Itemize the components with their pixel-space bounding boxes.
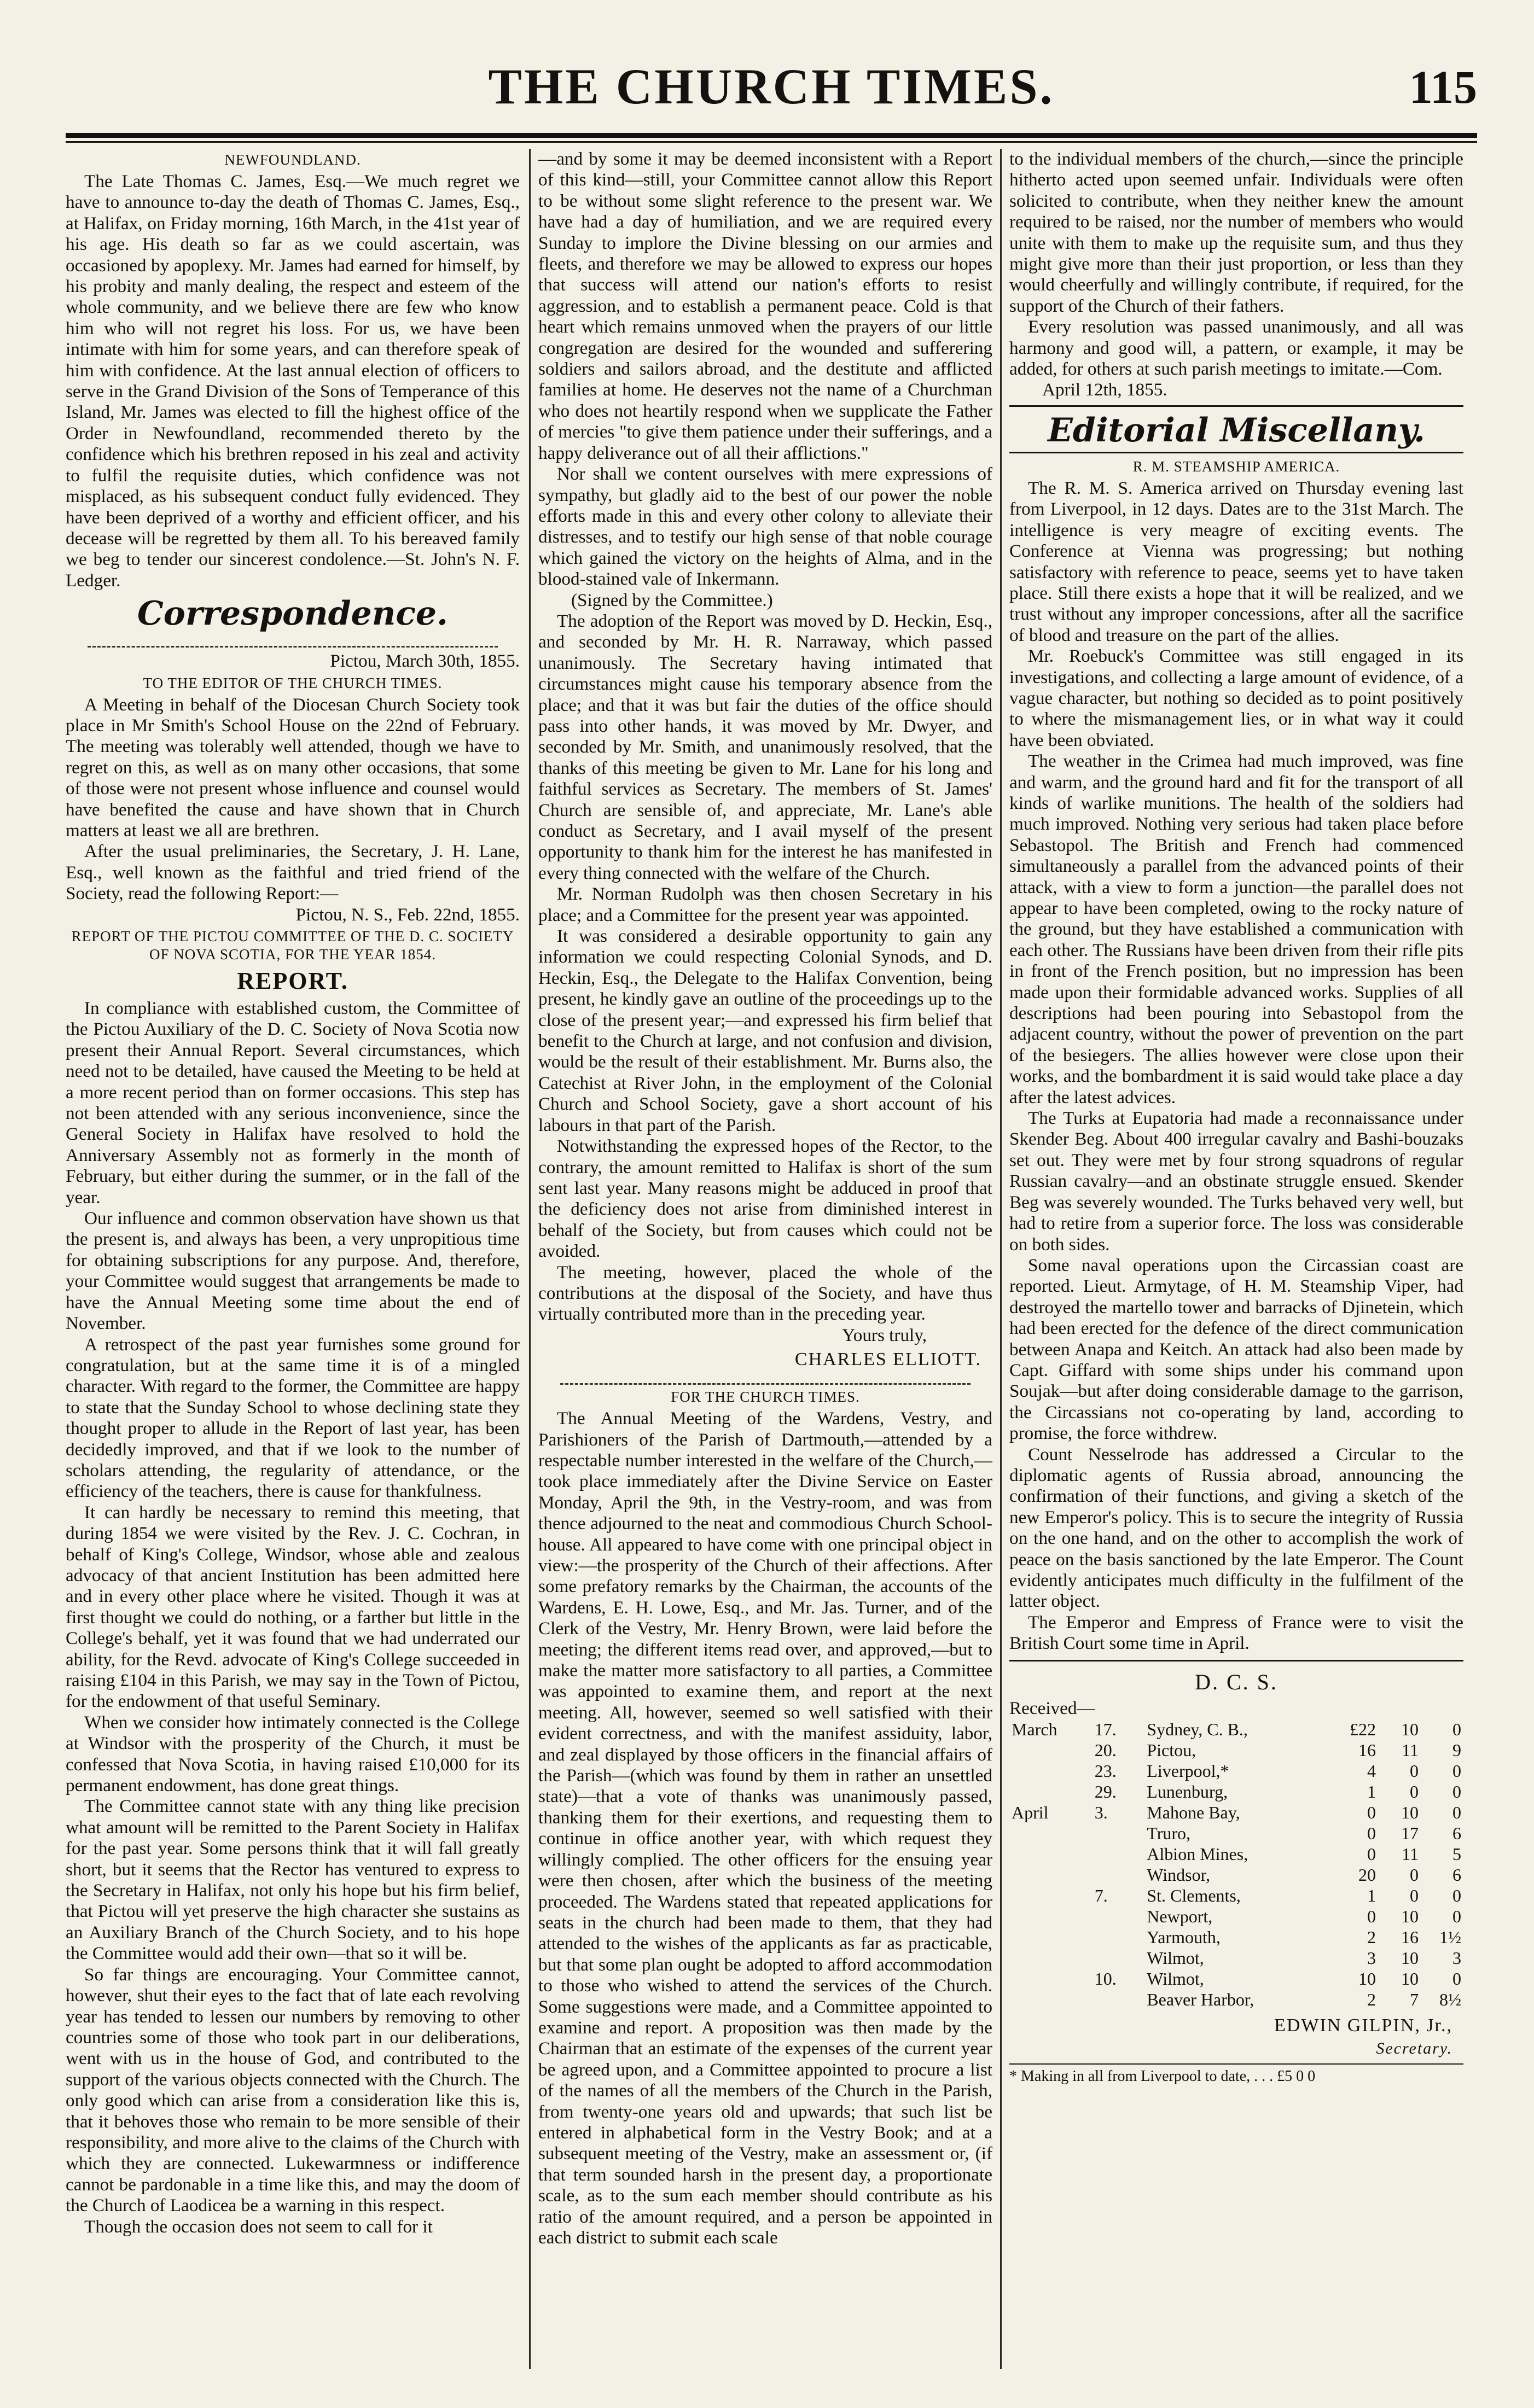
- receipt-place: Albion Mines,: [1147, 1844, 1248, 1864]
- receipt-pence: 0: [1452, 1719, 1461, 1740]
- obituary-paragraph: The Late Thomas C. James, Esq.—We much regret we have to announce to-day the death of Thomas C. James, Esq., at Halifax, on Friday morning, 16th March, in the 41st year of his age. His death so far as we could ascertain, was occasioned by apoplexy. Mr. James had earned for himself, by his probity and manly dealing, the respect and esteem of the whole community, and we believe there are few who know him who will not regret his loss. For us, we have been intimate with him for some years, and can therefore speak of him with confidence. At the last annual election of officers to serve in the Grand Division of the Sons of Temperance of this Island, Mr. James was elected to fill the highest office of the Order in Newfoundland, recommended thereto by the confidence which his brethren reposed in his zeal and activity to fulfil the requisite duties, which confidence was not misplaced, as his subsequent conduct fully evidenced. They have been deprived of a worthy and efficient officer, and his decease will be regretted by them all. To his bereaved family we beg to tender our sincerest condolence.—St. John's N. F. Ledger.: [66, 171, 520, 591]
- receipt-pounds: 4: [1367, 1761, 1376, 1781]
- column-2: [538, 149, 992, 2369]
- receipt-shillings: 10: [1401, 1719, 1419, 1740]
- receipt-month: [1009, 1906, 1093, 1927]
- receipt-pounds: 0: [1367, 1823, 1376, 1844]
- receipt-row: [1009, 1740, 1463, 1760]
- receipt-pence: 8½: [1439, 1990, 1461, 2010]
- article-paragraph: Notwithstanding the expressed hopes of the Rector, to the contrary, the amount remitted to Halifax is short of the sum sent last year. Many reasons might be adduced in proof that the deficiency does not arise from diminished interest in behalf of the Society, but from causes which could not be avoided.: [538, 1136, 992, 1262]
- receipt-day: [1093, 1823, 1136, 1844]
- receipt-month: [1009, 1927, 1093, 1948]
- receipt-month: March: [1012, 1719, 1057, 1740]
- article-paragraph: —and by some it may be deemed inconsistent with a Report of this kind—still, your Committee cannot allow this Report to be without some slight reference to the present war. We have had a day of humiliation, and we are required every Sunday to implore the Divine blessing on our armies and fleets, and therefore we may be allowed to express our hopes that success will attend our nation's efforts to resist aggression, and to establish a permanent peace. Cold is that heart which remains unmoved when the prayers of our little congregation are desired for the wounded and sufferering soldiers and sailors abroad, and the destitute and afflicted families at home. He deserves not the name of a Churchman who does not heartily respond when we supplicate the Father of mercies "to give them patience under their sufferings, and a happy deliverance out of all their afflictions.": [538, 149, 992, 463]
- for-church-times-heading: FOR THE CHURCH TIMES.: [671, 1389, 860, 1406]
- secretary-title: Secretary.: [1376, 2039, 1452, 2058]
- receipt-month: [1009, 1864, 1093, 1885]
- receipt-pounds: 0: [1367, 1803, 1376, 1823]
- receipt-month: [1009, 1948, 1093, 1968]
- receipt-pence: 1½: [1439, 1927, 1461, 1948]
- article-paragraph: A retrospect of the past year furnishes some ground for congratulation, but at the same time it is of a mingled character. With regard to the former, the Committee are happy to state that the Sunday School to whose declining state they thought proper to allude in the Report of last year, has been decidedly improved, and that if we look to the number of scholars attending, the regularity of attendance, or the efficiency of the teachers, there is cause for thankfulness.: [66, 1334, 520, 1502]
- column-1: [66, 149, 520, 2369]
- closing-line: Yours truly,: [842, 1325, 927, 1345]
- receipt-place: Sydney, C. B.,: [1147, 1719, 1248, 1740]
- receipt-row: [1009, 1802, 1463, 1823]
- receipt-pounds: 10: [1358, 1969, 1376, 1989]
- newspaper-title: THE CHURCH TIMES.: [488, 59, 1055, 114]
- masthead: [66, 52, 1477, 145]
- receipt-shillings: 7: [1410, 1990, 1419, 2010]
- receipt-shillings: 10: [1401, 1969, 1419, 1989]
- receipt-pence: 6: [1452, 1865, 1461, 1885]
- report-heading: REPORT OF THE PICTOU COMMITTEE OF THE D. C. SOCIETY OF NOVA SCOTIA, FOR THE YEAR 1854.: [71, 928, 514, 963]
- column-3: [1009, 149, 1463, 2369]
- receipt-place: Wilmot,: [1147, 1948, 1204, 1968]
- receipt-month: [1009, 1760, 1093, 1781]
- receipt-shillings: 11: [1402, 1740, 1419, 1760]
- dateline: Pictou, N. S., Feb. 22nd, 1855.: [295, 904, 520, 925]
- receipt-row: [1009, 1864, 1463, 1885]
- receipt-place: Beaver Harbor,: [1147, 1990, 1254, 2010]
- receipt-month: [1009, 1989, 1093, 2010]
- signed-line: (Signed by the Committee.): [571, 590, 773, 610]
- receipt-month: [1009, 1823, 1093, 1844]
- receipt-place: Pictou,: [1147, 1740, 1196, 1760]
- receipt-pence: 3: [1452, 1948, 1461, 1968]
- receipt-shillings: 10: [1401, 1948, 1419, 1968]
- dateline: Pictou, March 30th, 1855.: [330, 651, 520, 672]
- column-divider: [529, 149, 531, 2369]
- article-paragraph: Our influence and common observation have shown us that the present is, and always has been, a very unpropitious time for obtaining subscriptions for any purpose. And, therefore, your Committee would suggest that arrangements be made to have the Annual Meeting some time about the end of November.: [66, 1208, 520, 1334]
- article-paragraph: Mr. Norman Rudolph was then chosen Secretary in his place; and a Committee for the present year was appointed.: [538, 884, 992, 925]
- article-paragraph: The R. M. S. America arrived on Thursday evening last from Liverpool, in 12 days. Dates are to the 31st March. The intelligence is very meagre of exciting events. The Conference at Vienna was progressing; but nothing satisfactory with reference to peace, seems yet to have taken place. Still there exists a hope that it will be realized, and we trust without any improper concessions, after all the sacrifice of blood and treasure on the part of the allies.: [1009, 477, 1463, 645]
- article-paragraph: Mr. Roebuck's Committee was still engaged in its investigations, and collecting a large amount of evidence, of a vague character, but nothing so decided as to point positively to where the mismanagement lies, or in what way it could have been obviated.: [1009, 646, 1463, 750]
- receipt-day: 29.: [1094, 1782, 1117, 1802]
- receipt-row: [1009, 1844, 1463, 1864]
- receipt-day: 7.: [1094, 1886, 1108, 1906]
- receipt-place: Yarmouth,: [1147, 1927, 1221, 1948]
- receipt-pounds: 1: [1367, 1886, 1376, 1906]
- receipt-shillings: 0: [1410, 1782, 1419, 1802]
- receipt-place: Wilmot,: [1147, 1969, 1204, 1989]
- headline-newfoundland: NEWFOUNDLAND.: [224, 151, 361, 168]
- article-paragraph: Count Nesselrode has addressed a Circular to the diplomatic agents of Russia abroad, announcing the confirmation of their functions, and giving a sketch of the new Emperor's policy. This is to secure the integrity of Russia on the one hand, and on the other to accomplish the work of peace on the basis sanctioned by the late Emperor. The Count evidently anticipates much difficulty in the fulfilment of the latter object.: [1009, 1444, 1463, 1612]
- receipt-day: [1093, 1948, 1136, 1968]
- receipt-pounds: 2: [1367, 1990, 1376, 2010]
- receipt-pounds: 0: [1367, 1906, 1376, 1927]
- article-paragraph: to the individual members of the church,—since the principle hitherto acted upon seemed unfair. Individuals were often solicited to contribute, when they neither knew the amount required to be raised, nor the number of members who would unite with them to make up the requisite sum, and thus they might give more than their just proportion, or less than they would cheerfully and willingly contribute, if required, for the support of the Church of their fathers.: [1009, 149, 1463, 316]
- column-divider: [1000, 149, 1002, 2369]
- dateline: April 12th, 1855.: [1042, 380, 1167, 400]
- receipts-table: [1009, 1719, 1463, 2010]
- article-paragraph: It was considered a desirable opportunity to gain any information we could respecting Colonial Synods, and D. Heckin, Esq., the Delegate to the Halifax Convention, being present, he kindly gave an outline of the proceedings up to the close of the present year;—and expressed his firm belief that benefit to the Church at large, and not confusion and division, would be the result of their establishment. Mr. Burns also, the Catechist at River John, in the employment of the Colonial Church and School Society, gave a short account of his labours in that part of the Parish.: [538, 926, 992, 1135]
- page-number: 115: [1409, 61, 1477, 113]
- masthead-rule-thin: [66, 141, 1477, 143]
- ornamental-rule: [560, 1373, 971, 1385]
- receipt-month: [1009, 1968, 1093, 1989]
- receipt-pence: 0: [1452, 1803, 1461, 1823]
- receipt-day: [1093, 1927, 1136, 1948]
- article-paragraph: The adoption of the Report was moved by D. Heckin, Esq., and seconded by Mr. H. R. Narraway, which passed unanimously. The Secretary having intimated that circumstances might cause his temporary absence from the place; and that it was but fair the duties of the office should pass into other hands, it was moved by Mr. Dwyer, and seconded by Mr. Smith, and unanimously resolved, that the thanks of this meeting be given to Mr. Lane for his long and faithful services as Secretary. The members of St. James' Church are sensible of, and appreciate, Mr. Lane's able conduct as Secretary, and I avail myself of the present opportunity to thank him for the interest he has manifested in every thing connected with the welfare of the Church.: [538, 610, 992, 883]
- receipt-month: [1009, 1885, 1093, 1906]
- article-paragraph: Nor shall we content ourselves with mere expressions of sympathy, but gladly aid to the best of our power the noble efforts made in this and every other colony to alleviate their distresses, and to testify our high sense of that noble courage which gained the victory on the heights of Alma, and in the blood-stained vale of Inkermann.: [538, 464, 992, 590]
- receipt-place: Truro,: [1147, 1823, 1191, 1844]
- receipt-day: [1093, 1864, 1136, 1885]
- receipt-row: [1009, 1719, 1463, 1740]
- receipt-pence: 5: [1452, 1844, 1461, 1864]
- receipt-shillings: 0: [1410, 1886, 1419, 1906]
- received-label: Received—: [1009, 1698, 1095, 1718]
- article-paragraph: The Annual Meeting of the Wardens, Vestry, and Parishioners of the Parish of Dartmouth,—attended by a respectable number interested in the welfare of the Church,—took place immediately after the Divine Service on Easter Monday, April the 9th, in the Vestry-room, and was from thence adjourned to the neat and commodious Church School-house. All appeared to have come with one principal object in view:—the prosperity of the Church of their affections. After some prefatory remarks by the Chairman, the accounts of the Wardens, E. H. Lowe, Esq., and Mr. Jas. Turner, and of the Clerk of the Vestry, Mr. Henry Brown, were laid before the meeting; the different items read over, and approved,—but to make the matter more satisfactory to all parties, a Committee was appointed to examine them, and report at the next meeting. All, however, seemed so well satisfied with their evident correctness, and with the manifest assiduity, labor, and zeal displayed by those officers in the financial affairs of the Parish—(which was found by them in rather an unsettled state)—that a vote of thanks was unanimously passed, thanking them for their exertions, and requesting them to continue in office another year, with which request they willingly complied. The other officers for the ensuing year were then chosen, after which the business of the meeting proceeded. The Wardens stated that repeated applications for seats in the church had been made to them, that they had attended to the wishes of the applicants as far as practicable, but that some plan ought be adopted to afford accommodation to those who wished to attend the services of the Church. Some suggestions were made, and a Committee appointed to examine and report. A proposition was then made by the Chairman that an estimate of the expenses of the current year be agreed upon, and a Committee appointed to procure a list of the names of all the members of the Church in the Parish, from twenty-one years old and upwards; that such list be entered in alphabetical form in the Vestry Book; and at a subsequent meeting of the Vestry, make an assessment or, (if that term sounded harsh in the present day, a proportionate scale, as to the sum each member should contribute as his ratio of the amount required, and a person be appointed in each district to submit each scale: [538, 1408, 992, 2248]
- receipt-day: 20.: [1094, 1740, 1117, 1760]
- receipt-pounds: 2: [1367, 1927, 1376, 1948]
- article-paragraph: A Meeting in behalf of the Diocesan Church Society took place in Mr Smith's School House on the 22nd of February. The meeting was tolerably well attended, though we have to regret on this, as well as on many other occasions, that some of those were not present whose influence and counsel would have benefited the cause and have shown that in Church matters at least we all are brethren.: [66, 694, 520, 841]
- receipt-month: April: [1012, 1803, 1049, 1823]
- receipt-place: St. Clements,: [1147, 1886, 1241, 1906]
- receipt-day: [1093, 1844, 1136, 1864]
- article-paragraph: In compliance with established custom, the Committee of the Pictou Auxiliary of the D. C. Society of Nova Scotia now present their Annual Report. Several circumstances, which need not to be detailed, have caused the Meeting to be held at a more recent period than on former occasions. This step has not been attended with any serious inconvenience, since the General Society in Halifax have resolved to hold the Anniversary Assembly not as formerly in the month of February, but either during the summer, or in the fall of the year.: [66, 998, 520, 1208]
- section-title-correspondence: Correspondence.: [137, 594, 448, 633]
- receipt-day: 10.: [1094, 1969, 1117, 1989]
- article-paragraph: The Emperor and Empress of France were to visit the British Court some time in April.: [1009, 1612, 1463, 1654]
- receipt-shillings: 0: [1410, 1865, 1419, 1885]
- section-rule: [1009, 452, 1463, 453]
- article-paragraph: The Turks at Eupatoria had made a reconnaissance under Skender Beg. About 400 irregular cavalry and Bashi-bouzaks set out. They were met by four strong squadrons of regular Russian cavalry—and an obstinate struggle ensued. Skender Beg was severely wounded. The Turks behaved very well, but had to retire from a superior force. The loss was considerable on both sides.: [1009, 1108, 1463, 1255]
- article-paragraph: The weather in the Crimea had much improved, was fine and warm, and the ground hard and fit for the transport of all kinds of warlike munitions. The health of the soldiers had much improved. Nothing very serious had taken place before Sebastopol. The British and French had commenced simultaneously a parallel from the advanced points of their attack, with a view to form a junction—the parallel does not appear to have been completed, owing to the rocky nature of the ground, but they have established a communication with each other. The Russians have been driven from their rifle pits in front of the French position, but no impression has been made upon their formidable advanced works. Supplies of all descriptions had been pouring into Sebastopol from the adjacent country, without the power of prevention on the part of the besiegers. The allies however were close upon their works, and the bombardment it is said would take place a day after the latest advices.: [1009, 751, 1463, 1107]
- receipt-day: 3.: [1094, 1803, 1108, 1823]
- section-rule: [1009, 1660, 1463, 1661]
- article-paragraph: Some naval operations upon the Circassian coast are reported. Lieut. Armytage, of H. M. Steamship Viper, had destroyed the martello tower and barracks of Djinetein, which had been erected for the defence of the direct communication between Anapa and Keitch. An attack had also been made by Capt. Giffard with some ships under his command upon Soujak—but after doing considerable damage to the garrison, the Circassians not co-operating by land, according to promise, the force withdrew.: [1009, 1255, 1463, 1444]
- receipt-pence: 0: [1452, 1782, 1461, 1802]
- article-paragraph: The Committee cannot state with any thing like precision what amount will be remitted to the Parent Society in Halifax for the past year. Some persons think that it will fall greatly short, but it seems that the Rector has ventured to express to the Secretary in Halifax, not only his hope but his firm belief, that Pictou will yet preserve the high character she sustains as an Auxiliary Branch of the Church Society, and to his hope the Committee would add their own—that so it will be.: [66, 1796, 520, 1964]
- to-editor-heading: TO THE EDITOR OF THE CHURCH TIMES.: [143, 674, 443, 691]
- receipt-pounds: £22: [1350, 1719, 1376, 1740]
- receipt-row: [1009, 1927, 1463, 1948]
- receipt-row: [1009, 1823, 1463, 1844]
- receipt-shillings: 11: [1402, 1844, 1419, 1864]
- receipt-day: 17.: [1094, 1719, 1117, 1740]
- receipt-pence: 0: [1452, 1886, 1461, 1906]
- receipt-pounds: 1: [1367, 1782, 1376, 1802]
- receipt-shillings: 10: [1401, 1906, 1419, 1927]
- article-paragraph: Though the occasion does not seem to call for it: [84, 2216, 433, 2237]
- article-paragraph: Every resolution was passed unanimously, and all was harmony and good will, a pattern, or example, it may be added, for others at such parish meetings to imitate.—Com.: [1009, 317, 1463, 380]
- receipt-pence: 9: [1452, 1740, 1461, 1760]
- footnote: * Making in all from Liverpool to date, . . . £5 0 0: [1009, 2063, 1463, 2085]
- receipt-place: Liverpool,*: [1147, 1761, 1229, 1781]
- receipt-pence: 6: [1452, 1823, 1461, 1844]
- receipt-place: Mahone Bay,: [1147, 1803, 1240, 1823]
- receipt-shillings: 17: [1401, 1823, 1419, 1844]
- receipt-shillings: 0: [1410, 1761, 1419, 1781]
- receipt-pounds: 20: [1358, 1865, 1376, 1885]
- receipt-place: Newport,: [1147, 1906, 1213, 1927]
- receipt-row: [1009, 1760, 1463, 1781]
- receipt-row: [1009, 1989, 1463, 2010]
- receipt-month: [1009, 1740, 1093, 1760]
- receipt-pence: 0: [1452, 1906, 1461, 1927]
- receipt-shillings: 16: [1401, 1927, 1419, 1948]
- receipt-row: [1009, 1948, 1463, 1968]
- receipt-day: [1093, 1906, 1136, 1927]
- secretary-signature: EDWIN GILPIN, Jr.,: [1274, 2015, 1452, 2036]
- receipt-month: [1009, 1781, 1093, 1802]
- masthead-rule: [66, 133, 1477, 138]
- article-paragraph: When we consider how intimately connected is the College at Windsor with the prosperity of the Church, it must be confessed that Nova Scotia, in having raised £10,000 for its permanent endowment, has done great things.: [66, 1712, 520, 1796]
- receipt-place: Windsor,: [1147, 1865, 1210, 1885]
- letter-signature: CHARLES ELLIOTT.: [794, 1349, 981, 1370]
- receipt-day: 23.: [1094, 1761, 1117, 1781]
- receipts-title: D. C. S.: [1195, 1669, 1278, 1694]
- steamship-heading: R. M. STEAMSHIP AMERICA.: [1132, 458, 1340, 475]
- article-paragraph: The meeting, however, placed the whole of the contributions at the disposal of the Society, and have thus virtually contributed more than in the preceding year.: [538, 1262, 992, 1325]
- receipt-day: [1093, 1989, 1136, 2010]
- receipt-pounds: 0: [1367, 1844, 1376, 1864]
- receipt-place: Lunenburg,: [1147, 1782, 1228, 1802]
- report-title: REPORT.: [237, 967, 348, 994]
- article-paragraph: So far things are encouraging. Your Committee cannot, however, shut their eyes to the fact that of late each revolving year has tended to lessen our numbers by removing to other countries some of those who took part in our deliberations, went with us in the house of God, and contributed to the support of the various objects connected with the Church. The only good which can arise from a consideration like this is, that it behoves those who remain to be more sensible of their responsibility, and more alive to the claims of the Church with which they are connected. Lukewarmness or indifference cannot be pardonable in a time like this, and may the doom of the Church of Laodicea be a warning in this respect.: [66, 1964, 520, 2216]
- section-title-editorial-miscellany: Editorial Miscellany.: [1048, 411, 1425, 450]
- article-paragraph: After the usual preliminaries, the Secretary, J. H. Lane, Esq., well known as the faithful and tried friend of the Society, read the following Report:—: [66, 841, 520, 904]
- ornamental-rule: [88, 636, 498, 648]
- section-rule: [1009, 405, 1463, 407]
- receipt-pounds: 16: [1358, 1740, 1376, 1760]
- receipt-row: [1009, 1968, 1463, 1989]
- receipt-row: [1009, 1906, 1463, 1927]
- receipt-pounds: 3: [1367, 1948, 1376, 1968]
- receipt-row: [1009, 1885, 1463, 1906]
- receipt-month: [1009, 1844, 1093, 1864]
- receipt-pence: 0: [1452, 1969, 1461, 1989]
- article-paragraph: It can hardly be necessary to remind this meeting, that during 1854 we were visited by the Rev. J. C. Cochran, in behalf of King's College, Windsor, whose able and zealous advocacy of that ancient Institution has been admitted here and in every other place where he visited. Though it was at first thought we could do nothing, or a farther but little in the College's behalf, yet it was found that we had underrated our ability, for the Revd. advocate of King's College succeeded in raising £104 in this Parish, we may say in the Town of Pictou, for the endowment of that useful Seminary.: [66, 1502, 520, 1712]
- receipt-pence: 0: [1452, 1761, 1461, 1781]
- receipt-row: [1009, 1781, 1463, 1802]
- receipt-shillings: 10: [1401, 1803, 1419, 1823]
